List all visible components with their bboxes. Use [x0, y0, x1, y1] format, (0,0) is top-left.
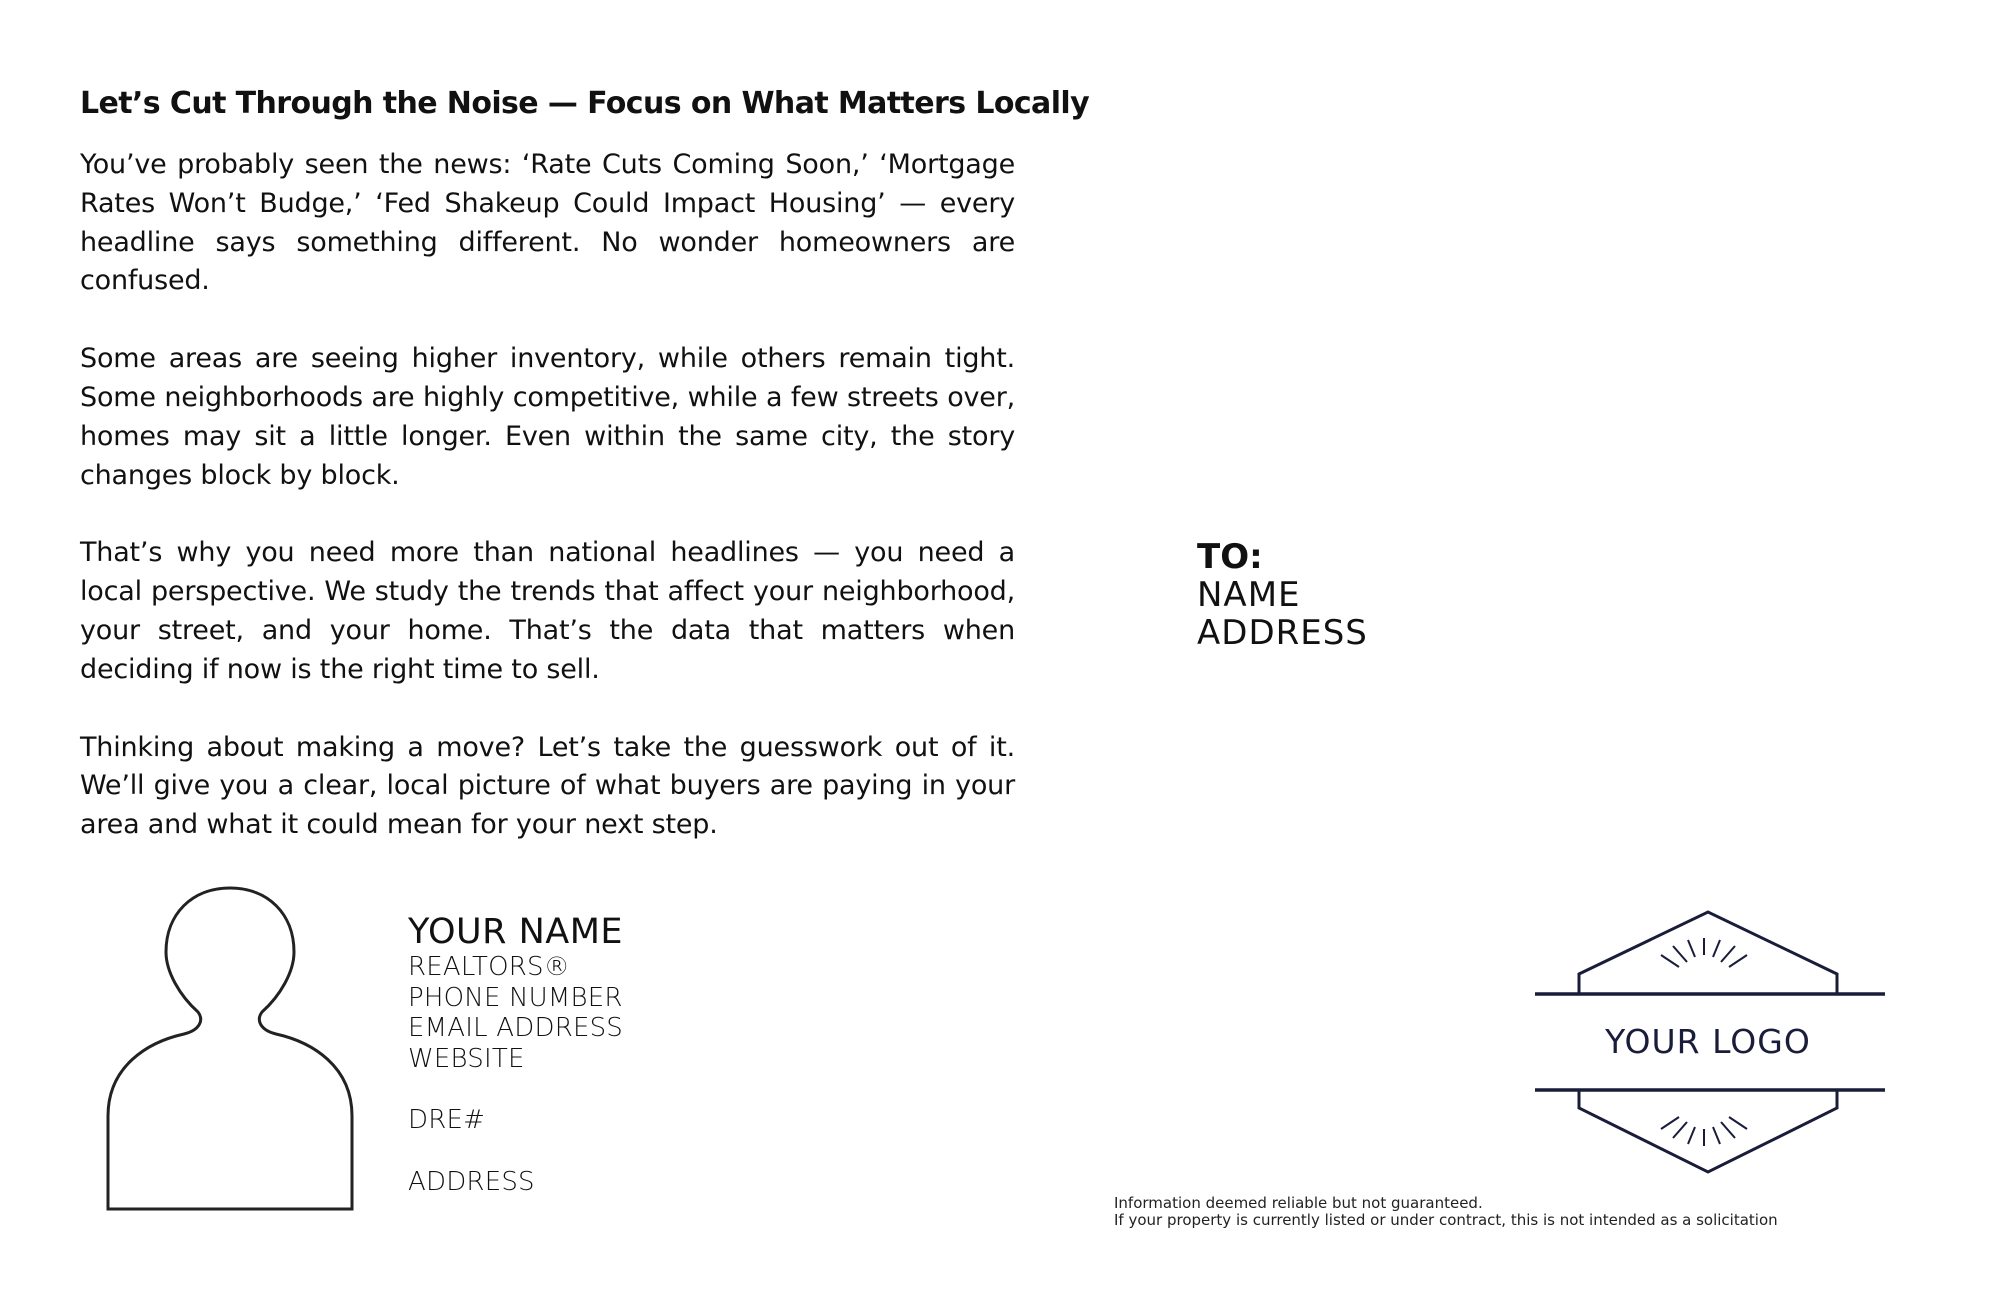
- disclaimer-line-2: If your property is currently listed or under contract, this is not intended as a solicitation: [1114, 1211, 1778, 1229]
- agent-title: REALTORS®: [408, 952, 570, 982]
- logo-text: YOUR LOGO: [1605, 1022, 1811, 1061]
- sunburst-top-icon: [1661, 938, 1747, 967]
- person-silhouette-icon: [100, 884, 360, 1214]
- logo-badge: [1535, 910, 1885, 1174]
- recipient-to-label: TO:: [1197, 537, 1263, 577]
- disclaimer-line-1: Information deemed reliable but not guaranteed.: [1114, 1194, 1483, 1212]
- sunburst-bottom-icon: [1661, 1117, 1747, 1146]
- letter-body: [80, 146, 1015, 884]
- disclaimer: [1114, 1195, 1778, 1229]
- recipient-name: NAME: [1197, 575, 1301, 615]
- agent-email: EMAIL ADDRESS: [408, 1013, 623, 1043]
- letter-headline: Let’s Cut Through the Noise — Focus on What Matters Locally: [80, 86, 1090, 121]
- recipient-block: [1197, 538, 1368, 652]
- agent-website: WEBSITE: [408, 1043, 525, 1074]
- letter-paragraph-3: That’s why you need more than national headlines — you need a local perspective. We study the trends that affect your neighborhood, your street, and your home. That’s the data that matters when deciding if now is the right time to sell.: [80, 537, 1015, 685]
- agent-name: YOUR NAME: [408, 912, 624, 952]
- agent-contact-block: [408, 912, 623, 1197]
- recipient-address: ADDRESS: [1197, 613, 1368, 653]
- agent-dre: DRE#: [408, 1105, 486, 1135]
- agent-address: ADDRESS: [408, 1166, 535, 1197]
- letter-paragraph-1: You’ve probably seen the news: ‘Rate Cuts Coming Soon,’ ‘Mortgage Rates Won’t Budge,’ ‘Fed Shakeup Could Impact Housing’ — every headline says something different. No wonder homeowners are confused.: [80, 149, 1015, 297]
- letter-paragraph-4: Thinking about making a move? Let’s take the guesswork out of it. We’ll give you a clear, local picture of what buyers are paying in your area and what it could mean for your next step.: [80, 731, 1015, 841]
- agent-phone: PHONE NUMBER: [408, 982, 623, 1013]
- letter-paragraph-2: Some areas are seeing higher inventory, while others remain tight. Some neighborhoods are highly competitive, while a few streets over, homes may sit a little longer. Even within the same city, the story changes block by block.: [80, 343, 1015, 491]
